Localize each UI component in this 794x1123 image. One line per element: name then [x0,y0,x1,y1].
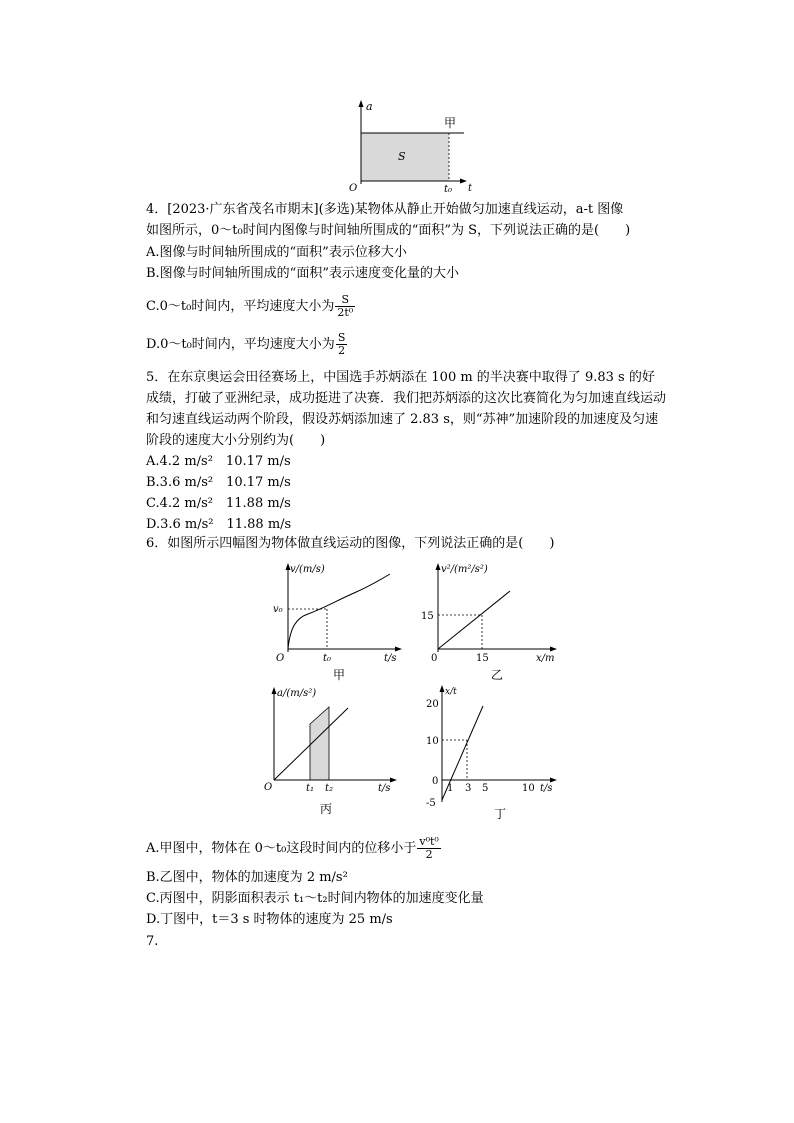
yi-x15-label: 15 [476,653,489,664]
q4-option-d-text: D.0～t₀时间内，平均速度大小为 [146,337,335,352]
jia-ylabel: v/(m/s) [290,564,325,575]
x-axis-label: t [468,183,473,194]
bing-ylabel: a/(m/s²) [277,688,317,699]
q6-option-a [146,832,442,866]
bing-t1-label: t₁ [306,783,315,794]
graph-ding-caption: 丁 [494,807,507,821]
q4-option-b: B.图像与时间轴所围成的“面积”表示速度变化量的大小 [146,266,459,281]
x-axis-arrow [460,179,467,184]
q5-stem-line1: 5．在东京奥运会田径赛场上，中国选手苏炳添在 100 m 的半决赛中取得了 9.83 s 的好 [146,370,655,385]
figure-a-t-graph [340,98,480,196]
ding-y10-label: 10 [426,736,439,747]
y-axis-arrow [359,100,364,107]
graph-jia-caption: 甲 [333,668,346,682]
q4-option-c-numerator: S [335,294,355,307]
q7-label: 7. [146,934,159,949]
yi-y15-label: 15 [421,611,434,622]
jia-x-arrow [395,647,402,652]
q5-option-d: D.3.6 m/s² 11.88 m/s [146,517,292,532]
bing-shaded-area [310,707,329,780]
bing-xlabel: t/s [378,783,391,794]
q4-option-d-numerator: S [337,331,346,344]
ding-x-arrow [550,778,557,783]
q4-option-c-denominator: 2t⁰ [337,306,354,319]
ding-y20-label: 20 [426,699,439,710]
q5-option-c: C.4.2 m/s² 11.88 m/s [146,496,291,511]
q6-option-d: D.丁图中，t＝3 s 时物体的速度为 25 m/s [146,912,393,927]
jia-curve [288,574,390,649]
bing-origin: O [264,782,273,793]
y-axis-label: a [366,100,373,113]
ding-x5-label: 5 [482,783,489,794]
q4-option-a: A.图像与时间轴所围成的“面积”表示位移大小 [146,245,407,260]
ding-ylabel: x/t [445,687,457,697]
ding-x10-label: 10 [522,783,535,794]
graph-bing [258,684,408,802]
graph-ding [420,682,570,808]
yi-line [438,591,510,649]
bing-y-arrow [272,687,277,694]
yi-xlabel: x/m [536,653,555,664]
jia-origin: O [276,653,285,664]
q4-option-d [146,328,348,362]
q5-stem-line4: 阶段的速度大小分别约为( ) [146,433,326,448]
q5-option-b: B.3.6 m/s² 10.17 m/s [146,475,291,490]
q6-stem: 6．如图所示四幅图为物体做直线运动的图像，下列说法正确的是( ) [146,536,555,551]
yi-origin: 0 [431,653,438,664]
t0-label: t₀ [444,184,453,195]
q5-stem-line3: 和匀速直线运动两个阶段，假设苏炳添加速了 2.83 s，则“苏神”加速阶段的加速度及匀速 [146,412,659,427]
jia-v0-label: v₀ [273,604,283,615]
q4-stem-line2: 如图所示，0～t₀时间内图像与时间轴所围成的“面积”为 S，下列说法正确的是( ) [146,223,631,238]
q4-stem-line1: 4．[2023·广东省茂名市期末](多选)某物体从静止开始做匀加速直线运动，a-t 图像 [146,202,624,217]
graph-yi [418,560,568,680]
q6-option-a-numerator: v⁰t⁰ [419,835,439,848]
jia-t0-label: t₀ [323,653,332,664]
area-label: S [398,150,406,163]
q6-option-a-fraction [417,836,440,861]
graph-yi-caption: 乙 [491,668,504,682]
q6-option-a-denominator: 2 [425,848,433,861]
graph-jia [268,560,408,680]
ding-y0-label: 0 [432,776,439,787]
yi-x-arrow [550,647,557,652]
graph-label-jia: 甲 [444,116,457,130]
q6-option-b: B.乙图中，物体的加速度为 2 m/s² [146,870,348,885]
q6-option-a-text: A.甲图中，物体在 0～t₀这段时间内的位移小于 [146,841,417,856]
q5-stem-line2: 成绩，打破了亚洲纪录，成功挺进了决赛．我们把苏炳添的这次比赛简化为匀加速直线运动 [146,391,667,406]
bing-t2-label: t₂ [325,783,334,794]
bing-x-arrow [390,778,397,783]
q4-option-d-fraction [336,332,348,357]
ding-ym5-label: -5 [426,798,436,808]
q4-option-c [146,290,356,324]
yi-y-arrow [436,563,441,570]
ding-y-arrow [440,685,445,692]
ding-x1-label: 1 [447,783,454,794]
graph-bing-caption: 丙 [320,802,333,816]
ding-xlabel: t/s [540,783,553,794]
ding-x3-label: 3 [465,783,472,794]
q4-option-c-fraction [335,294,355,319]
q4-option-d-denominator: 2 [338,344,346,357]
q5-option-a: A.4.2 m/s² 10.17 m/s [146,454,291,469]
yi-ylabel: v²/(m²/s²) [441,564,488,575]
q4-option-c-text: C.0～t₀时间内，平均速度大小为 [146,299,335,314]
origin-label: O [349,183,358,194]
q6-option-c: C.丙图中，阴影面积表示 t₁～t₂时间内物体的加速度变化量 [146,891,484,906]
jia-xlabel: t/s [384,653,397,664]
